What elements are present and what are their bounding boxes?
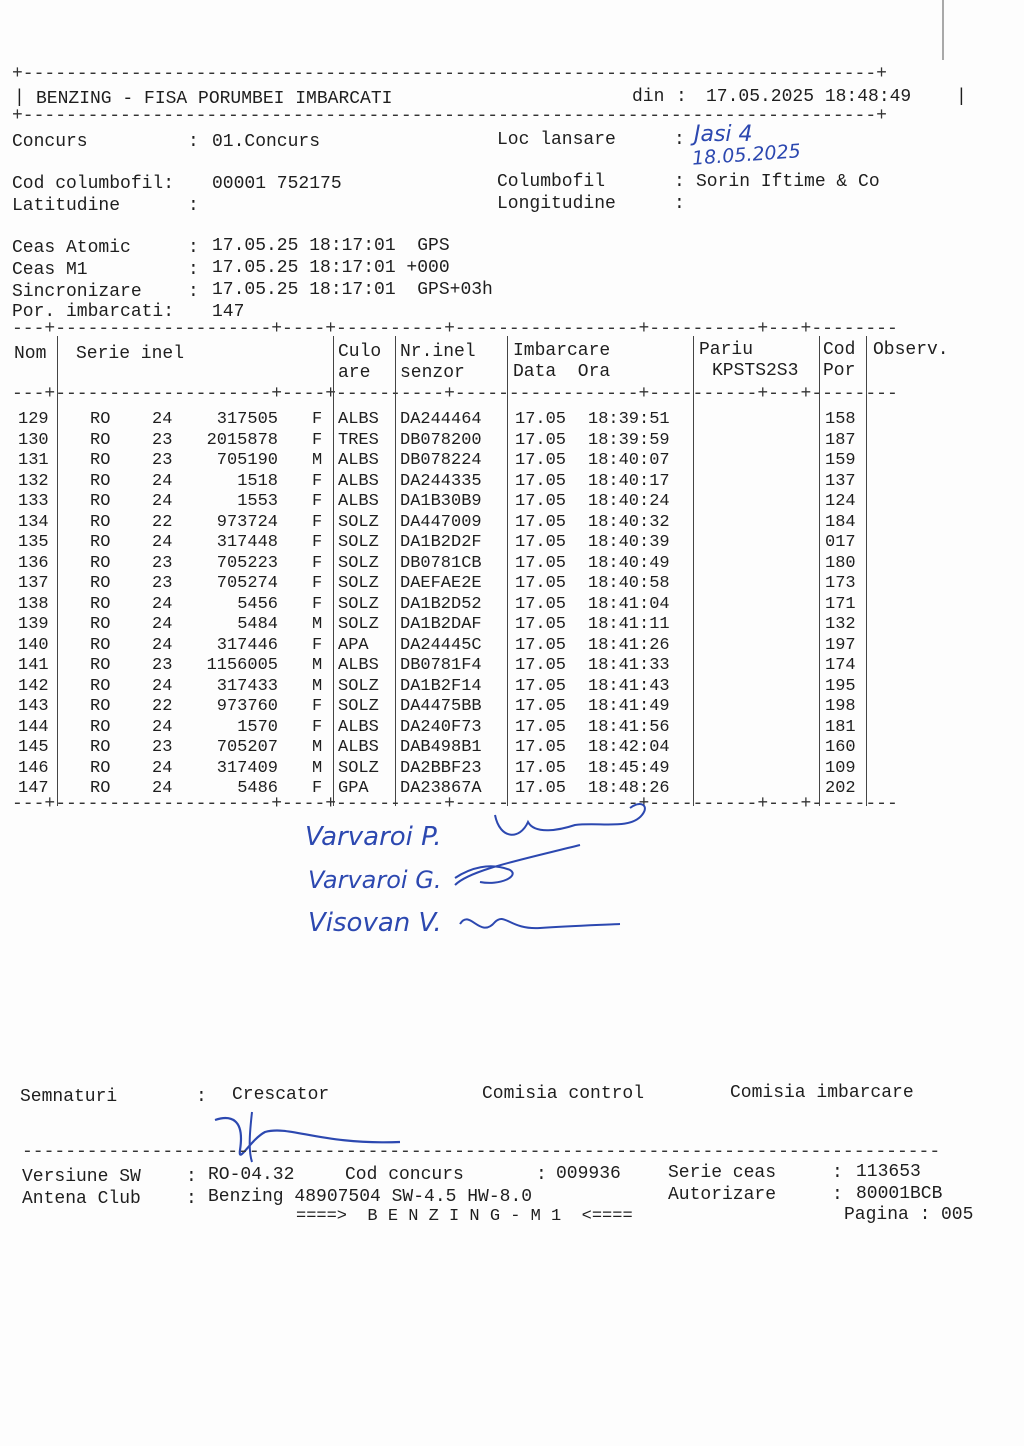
sincronizare-value: 17.05.25 18:17:01 GPS+03h xyxy=(212,280,493,300)
columbofil-value: Sorin Iftime & Co xyxy=(696,172,880,192)
row-senzor: DA447009 xyxy=(400,512,482,532)
row-cod-por: 195 xyxy=(825,676,856,696)
signature-name-3: Visovan V. xyxy=(308,908,442,938)
row-senzor: DA244335 xyxy=(400,471,482,491)
row-tara: RO xyxy=(90,574,111,593)
row-tara: RO xyxy=(90,594,111,614)
row-nom: 130 xyxy=(18,430,49,450)
crescator-label: Crescator xyxy=(232,1085,330,1105)
row-nr-inel: 2015878 xyxy=(206,430,278,450)
row-data: 17.05 xyxy=(515,533,567,552)
brand-line: ====> B E N Z I N G - M 1 <==== xyxy=(296,1207,633,1226)
row-an: 24 xyxy=(152,635,173,655)
cod-columbofil-value: 00001 752175 xyxy=(212,174,342,194)
row-senzor: DA1B2D52 xyxy=(400,594,482,614)
versiune-label: Versiune SW xyxy=(22,1167,141,1187)
row-cod-por: 198 xyxy=(825,697,856,716)
row-culoare: SOLZ xyxy=(338,533,379,552)
th-cod-1: Cod xyxy=(823,340,856,360)
th-nrinel-2: senzor xyxy=(400,363,465,383)
th-culoare-1: Culo xyxy=(338,342,382,362)
row-nom: 131 xyxy=(18,451,49,470)
row-nr-inel: 5456 xyxy=(237,594,278,614)
row-tara: RO xyxy=(90,779,111,798)
row-nom: 146 xyxy=(18,758,49,778)
row-cod-por: 159 xyxy=(825,451,856,470)
row-ora: 18:40:49 xyxy=(588,553,670,573)
row-data: 17.05 xyxy=(515,410,567,429)
row-data: 17.05 xyxy=(515,594,567,614)
row-ora: 18:40:17 xyxy=(588,471,670,491)
row-nom: 134 xyxy=(18,512,49,532)
row-ora: 18:41:26 xyxy=(588,635,670,655)
row-cod-por: 017 xyxy=(825,533,856,552)
row-ora: 18:41:43 xyxy=(588,676,670,696)
row-senzor: DA244464 xyxy=(400,410,482,429)
longitudine-label: Longitudine xyxy=(497,194,616,214)
concurs-value: 01.Concurs xyxy=(212,132,321,152)
ceas-atomic-colon: : xyxy=(188,238,199,258)
row-nr-inel: 1553 xyxy=(237,492,278,511)
row-cod-por: 180 xyxy=(825,553,856,573)
row-ora: 18:40:39 xyxy=(588,533,670,552)
loc-lansare-date-handwritten: 18.05.2025 xyxy=(691,140,802,170)
autorizare-value: 80001BCB xyxy=(856,1184,943,1204)
row-ora: 18:40:24 xyxy=(588,492,670,511)
row-ora: 18:48:26 xyxy=(588,779,670,798)
table-header-bottom-border: ---+--------------------+----+----------+-----------------+----------+---+-------- xyxy=(12,384,898,404)
comisia-control-label: Comisia control xyxy=(482,1084,645,1104)
row-culoare: ALBS xyxy=(338,656,379,675)
header-date-label: din xyxy=(632,87,665,107)
row-sex: F xyxy=(312,594,323,614)
row-sex: M xyxy=(312,451,323,470)
cod-concurs-value: 009936 xyxy=(556,1164,621,1184)
row-culoare: SOLZ xyxy=(338,676,379,696)
row-nr-inel: 705223 xyxy=(216,553,278,573)
loc-lansare-colon: : xyxy=(674,130,685,150)
row-sex: M xyxy=(312,656,323,675)
ceas-atomic-value: 17.05.25 18:17:01 GPS xyxy=(212,236,450,256)
row-data: 17.05 xyxy=(515,697,567,716)
row-senzor: DB0781CB xyxy=(400,553,482,573)
row-ora: 18:41:04 xyxy=(588,594,670,614)
antena-value: Benzing 48907504 SW-4.5 HW-8.0 xyxy=(208,1187,533,1207)
row-tara: RO xyxy=(90,451,111,470)
row-data: 17.05 xyxy=(515,553,567,573)
document-title: BENZING - FISA PORUMBEI IMBARCATI xyxy=(36,89,393,109)
row-nr-inel: 705190 xyxy=(216,451,278,470)
row-an: 24 xyxy=(152,492,173,511)
row-nr-inel: 5484 xyxy=(237,615,278,634)
row-tara: RO xyxy=(90,471,111,491)
columbofil-colon: : xyxy=(674,172,685,192)
row-data: 17.05 xyxy=(515,615,567,634)
row-culoare: TRES xyxy=(338,430,379,450)
row-culoare: SOLZ xyxy=(338,553,379,573)
th-imbarcare-1: Imbarcare xyxy=(513,341,611,361)
row-tara: RO xyxy=(90,758,111,778)
th-imbarcare-2: Data Ora xyxy=(513,362,611,382)
row-an: 23 xyxy=(152,553,173,573)
row-cod-por: 109 xyxy=(825,758,856,778)
th-observ: Observ. xyxy=(873,340,949,360)
longitudine-colon: : xyxy=(674,194,685,214)
versiune-value: RO-04.32 xyxy=(208,1165,295,1185)
ceas-m1-label: Ceas M1 xyxy=(12,260,88,280)
th-nrinel-1: Nr.inel xyxy=(400,342,476,362)
row-culoare: SOLZ xyxy=(338,615,379,634)
row-nr-inel: 317505 xyxy=(216,410,278,429)
row-sex: F xyxy=(312,492,323,511)
row-ora: 18:39:59 xyxy=(588,430,670,450)
row-nom: 132 xyxy=(18,471,49,491)
columbofil-label: Columbofil xyxy=(497,172,606,192)
row-an: 24 xyxy=(152,533,173,552)
row-sex: F xyxy=(312,779,323,798)
row-nr-inel: 317409 xyxy=(216,758,278,778)
row-an: 23 xyxy=(152,451,173,470)
row-senzor: DA24445C xyxy=(400,635,482,655)
row-cod-por: 197 xyxy=(825,635,856,655)
row-data: 17.05 xyxy=(515,430,567,450)
row-cod-por: 158 xyxy=(825,410,856,429)
row-an: 24 xyxy=(152,758,173,778)
antena-label: Antena Club xyxy=(22,1189,141,1209)
row-ora: 18:41:56 xyxy=(588,717,670,737)
row-senzor: DB078224 xyxy=(400,451,482,470)
row-data: 17.05 xyxy=(515,451,567,470)
th-serie-inel: Serie inel xyxy=(76,344,185,364)
row-nom: 140 xyxy=(18,635,49,655)
row-sex: F xyxy=(312,471,323,491)
row-an: 24 xyxy=(152,615,173,634)
table-top-border: ---+--------------------+----+----------+-----------------+----------+---+-------- xyxy=(12,319,898,339)
row-an: 22 xyxy=(152,512,173,532)
ceas-m1-value: 17.05.25 18:17:01 +000 xyxy=(212,258,450,278)
row-tara: RO xyxy=(90,512,111,532)
row-culoare: ALBS xyxy=(338,451,379,470)
row-culoare: APA xyxy=(338,635,369,655)
th-pariu-2: KPSTS2S3 xyxy=(712,361,799,381)
row-an: 24 xyxy=(152,676,173,696)
row-tara: RO xyxy=(90,635,111,655)
semnaturi-colon: : xyxy=(196,1087,207,1107)
header-date-colon: : xyxy=(676,87,687,107)
row-tara: RO xyxy=(90,615,111,634)
row-ora: 18:41:49 xyxy=(588,697,670,716)
ceas-m1-colon: : xyxy=(188,260,199,280)
row-tara: RO xyxy=(90,410,111,429)
row-data: 17.05 xyxy=(515,676,567,696)
row-tara: RO xyxy=(90,738,111,757)
row-data: 17.05 xyxy=(515,471,567,491)
row-nom: 129 xyxy=(18,410,49,429)
row-sex: F xyxy=(312,533,323,552)
row-culoare: SOLZ xyxy=(338,594,379,614)
cod-columbofil-label: Cod columbofil: xyxy=(12,174,175,194)
sincronizare-label: Sincronizare xyxy=(12,282,142,302)
antena-colon: : xyxy=(186,1189,197,1209)
row-culoare: ALBS xyxy=(338,717,379,737)
row-nom: 135 xyxy=(18,533,49,552)
row-senzor: DA1B2D2F xyxy=(400,533,482,552)
row-culoare: SOLZ xyxy=(338,697,379,716)
header-top-border: +-------------------------------------------------------------------------------+ xyxy=(12,64,887,84)
serie-ceas-label: Serie ceas xyxy=(668,1163,777,1183)
row-an: 23 xyxy=(152,656,173,675)
latitudine-label: Latitudine xyxy=(12,196,121,216)
row-senzor: DA4475BB xyxy=(400,697,482,716)
row-cod-por: 132 xyxy=(825,615,856,634)
latitudine-colon: : xyxy=(188,196,199,216)
row-sex: F xyxy=(312,430,323,450)
row-nr-inel: 705207 xyxy=(216,738,278,757)
row-senzor: DA1B2DAF xyxy=(400,615,482,634)
row-cod-por: 173 xyxy=(825,574,856,593)
row-nr-inel: 973760 xyxy=(216,697,278,716)
por-imbarcati-label: Por. imbarcati: xyxy=(12,302,175,322)
row-nr-inel: 5486 xyxy=(237,779,278,798)
th-nom: Nom xyxy=(14,344,47,364)
row-an: 23 xyxy=(152,738,173,757)
row-sex: F xyxy=(312,717,323,737)
row-culoare: SOLZ xyxy=(338,512,379,532)
pagina-label: Pagina : xyxy=(844,1205,931,1225)
row-data: 17.05 xyxy=(515,717,567,737)
row-cod-por: 160 xyxy=(825,738,856,757)
th-culoare-2: are xyxy=(338,363,371,383)
row-ora: 18:42:04 xyxy=(588,738,670,757)
row-culoare: SOLZ xyxy=(338,574,379,593)
row-an: 24 xyxy=(152,594,173,614)
cod-concurs-label: Cod concurs xyxy=(345,1165,464,1185)
row-ora: 18:40:32 xyxy=(588,512,670,532)
row-senzor: DA1B30B9 xyxy=(400,492,482,511)
row-tara: RO xyxy=(90,430,111,450)
row-sex: F xyxy=(312,512,323,532)
row-an: 24 xyxy=(152,471,173,491)
row-sex: F xyxy=(312,697,323,716)
header-left-bar: | xyxy=(14,88,25,108)
row-tara: RO xyxy=(90,533,111,552)
row-culoare: SOLZ xyxy=(338,758,379,778)
row-tara: RO xyxy=(90,656,111,675)
row-nr-inel: 1518 xyxy=(237,471,278,491)
row-nom: 141 xyxy=(18,656,49,675)
row-cod-por: 202 xyxy=(825,779,856,798)
sincronizare-colon: : xyxy=(188,282,199,302)
row-data: 17.05 xyxy=(515,635,567,655)
row-culoare: GPA xyxy=(338,779,369,798)
por-imbarcati-value: 147 xyxy=(212,302,245,322)
concurs-label: Concurs xyxy=(12,132,88,152)
row-nom: 138 xyxy=(18,594,49,614)
row-nom: 136 xyxy=(18,553,49,573)
row-data: 17.05 xyxy=(515,758,567,778)
row-culoare: ALBS xyxy=(338,738,379,757)
row-nr-inel: 705274 xyxy=(216,574,278,593)
row-data: 17.05 xyxy=(515,574,567,593)
row-an: 24 xyxy=(152,410,173,429)
row-nr-inel: 973724 xyxy=(216,512,278,532)
row-tara: RO xyxy=(90,492,111,511)
row-cod-por: 124 xyxy=(825,492,856,511)
concurs-colon: : xyxy=(188,132,199,152)
row-nom: 143 xyxy=(18,697,49,716)
row-cod-por: 184 xyxy=(825,512,856,532)
signature-name-1: Varvaroi P. xyxy=(305,822,442,852)
row-ora: 18:45:49 xyxy=(588,758,670,778)
row-cod-por: 137 xyxy=(825,471,856,491)
row-senzor: DB078200 xyxy=(400,430,482,450)
row-data: 17.05 xyxy=(515,656,567,675)
row-data: 17.05 xyxy=(515,738,567,757)
pagina-value: 005 xyxy=(941,1205,974,1225)
row-senzor: DA240F73 xyxy=(400,717,482,737)
row-senzor: DAB498B1 xyxy=(400,738,482,757)
row-ora: 18:41:33 xyxy=(588,656,670,675)
row-nom: 139 xyxy=(18,615,49,634)
th-cod-2: Por xyxy=(823,361,856,381)
header-bottom-border: +-------------------------------------------------------------------------------+ xyxy=(12,106,887,126)
row-sex: F xyxy=(312,410,323,429)
row-ora: 18:39:51 xyxy=(588,410,670,429)
row-tara: RO xyxy=(90,697,111,716)
row-an: 23 xyxy=(152,430,173,450)
loc-lansare-handwritten: Jasi 4 xyxy=(694,122,753,147)
row-an: 23 xyxy=(152,574,173,593)
row-nr-inel: 317448 xyxy=(216,533,278,552)
loc-lansare-label: Loc lansare xyxy=(497,130,616,150)
header-right-bar: | xyxy=(956,87,967,107)
table-bottom-border: ---+--------------------+----+----------+-----------------+----------+---+-------- xyxy=(12,794,898,814)
row-sex: F xyxy=(312,553,323,573)
row-senzor: DA2BBF23 xyxy=(400,758,482,778)
row-ora: 18:40:58 xyxy=(588,574,670,593)
row-ora: 18:40:07 xyxy=(588,451,670,470)
row-an: 22 xyxy=(152,697,173,716)
row-data: 17.05 xyxy=(515,779,567,798)
ceas-atomic-label: Ceas Atomic xyxy=(12,238,131,258)
row-culoare: ALBS xyxy=(338,492,379,511)
row-an: 24 xyxy=(152,779,173,798)
signature-name-2: Varvaroi G. xyxy=(308,866,442,894)
row-sex: M xyxy=(312,615,323,634)
row-nom: 133 xyxy=(18,492,49,511)
row-sex: M xyxy=(312,758,323,778)
row-cod-por: 181 xyxy=(825,717,856,737)
row-an: 24 xyxy=(152,717,173,737)
row-data: 17.05 xyxy=(515,492,567,511)
cod-concurs-colon: : xyxy=(536,1165,547,1185)
row-sex: M xyxy=(312,676,323,696)
row-senzor: DAEFAE2E xyxy=(400,574,482,593)
comisia-imbarcare-label: Comisia imbarcare xyxy=(730,1083,914,1103)
row-senzor: DB0781F4 xyxy=(400,656,482,675)
th-pariu-1: Pariu xyxy=(699,340,754,360)
row-culoare: ALBS xyxy=(338,471,379,491)
autorizare-label: Autorizare xyxy=(668,1185,777,1205)
row-senzor: DA23867A xyxy=(400,779,482,798)
row-data: 17.05 xyxy=(515,512,567,532)
autorizare-colon: : xyxy=(832,1185,843,1205)
versiune-colon: : xyxy=(186,1167,197,1187)
semnaturi-label: Semnaturi xyxy=(20,1087,118,1107)
row-nom: 145 xyxy=(18,738,49,757)
row-nom: 142 xyxy=(18,676,49,696)
row-cod-por: 171 xyxy=(825,594,856,614)
row-tara: RO xyxy=(90,676,111,696)
row-nr-inel: 1570 xyxy=(237,717,278,737)
serie-ceas-value: 113653 xyxy=(856,1162,921,1182)
row-ora: 18:41:11 xyxy=(588,615,670,634)
row-sex: F xyxy=(312,574,323,593)
serie-ceas-colon: : xyxy=(832,1163,843,1183)
row-cod-por: 187 xyxy=(825,430,856,450)
row-nom: 144 xyxy=(18,717,49,737)
row-culoare: ALBS xyxy=(338,410,379,429)
row-nom: 147 xyxy=(18,779,49,798)
row-nr-inel: 1156005 xyxy=(206,656,278,675)
row-tara: RO xyxy=(90,553,111,573)
row-nr-inel: 317446 xyxy=(216,635,278,655)
row-sex: F xyxy=(312,635,323,655)
header-date-value: 17.05.2025 18:48:49 xyxy=(706,87,912,107)
row-nom: 137 xyxy=(18,574,49,593)
footer-top-border: ------------------------------------------------------------------------------------- xyxy=(22,1142,941,1162)
row-cod-por: 174 xyxy=(825,656,856,675)
row-nr-inel: 317433 xyxy=(216,676,278,696)
row-tara: RO xyxy=(90,717,111,737)
row-sex: M xyxy=(312,738,323,757)
row-senzor: DA1B2F14 xyxy=(400,676,482,696)
